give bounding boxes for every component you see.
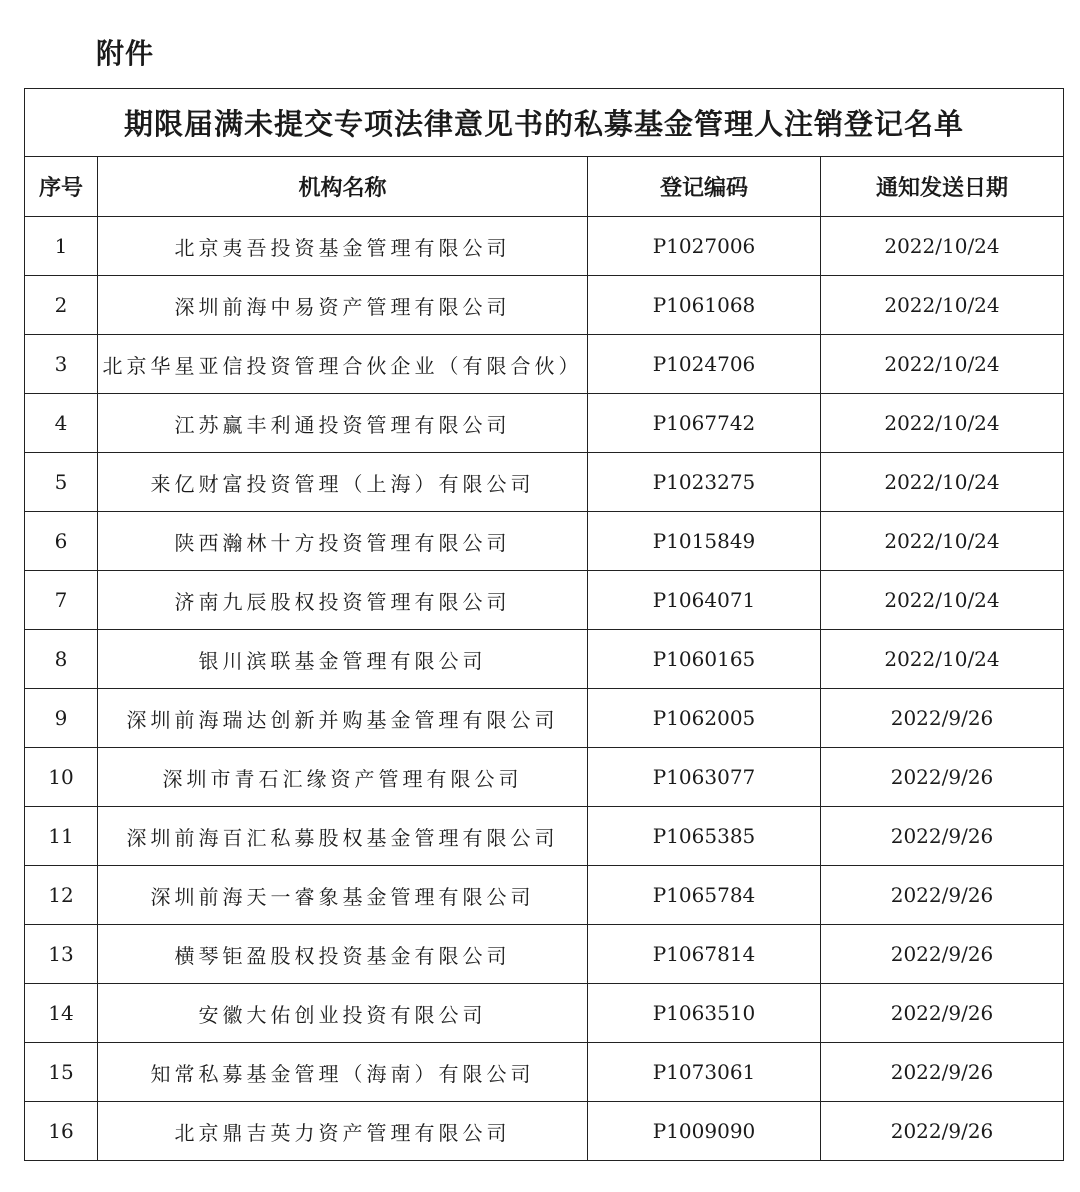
row-index: 11 xyxy=(25,807,98,866)
row-index: 1 xyxy=(25,217,98,276)
table-row xyxy=(25,748,1064,807)
row-institution-name: 北京华星亚信投资管理合伙企业（有限合伙） xyxy=(98,335,588,394)
row-notice-date: 2022/9/26 xyxy=(821,748,1064,807)
table-row xyxy=(25,512,1064,571)
table-row xyxy=(25,689,1064,748)
header-date: 通知发送日期 xyxy=(821,157,1064,217)
table-title-row xyxy=(25,89,1064,157)
row-registration-code: P1067742 xyxy=(588,394,821,453)
row-registration-code: P1065784 xyxy=(588,866,821,925)
row-registration-code: P1027006 xyxy=(588,217,821,276)
table-row xyxy=(25,925,1064,984)
row-notice-date: 2022/9/26 xyxy=(821,984,1064,1043)
attachment-label: 附件 xyxy=(96,37,155,70)
row-index: 8 xyxy=(25,630,98,689)
table-row xyxy=(25,571,1064,630)
row-registration-code: P1073061 xyxy=(588,1043,821,1102)
row-notice-date: 2022/9/26 xyxy=(821,689,1064,748)
table-header-row xyxy=(25,157,1064,217)
row-institution-name: 北京夷吾投资基金管理有限公司 xyxy=(98,217,588,276)
row-institution-name: 银川滨联基金管理有限公司 xyxy=(98,630,588,689)
row-notice-date: 2022/10/24 xyxy=(821,394,1064,453)
table-row xyxy=(25,630,1064,689)
table-row xyxy=(25,807,1064,866)
row-institution-name: 江苏赢丰利通投资管理有限公司 xyxy=(98,394,588,453)
row-index: 13 xyxy=(25,925,98,984)
row-notice-date: 2022/10/24 xyxy=(821,630,1064,689)
row-index: 9 xyxy=(25,689,98,748)
row-institution-name: 深圳前海天一睿象基金管理有限公司 xyxy=(98,866,588,925)
row-index: 3 xyxy=(25,335,98,394)
row-registration-code: P1023275 xyxy=(588,453,821,512)
row-institution-name: 深圳市青石汇缘资产管理有限公司 xyxy=(98,748,588,807)
row-notice-date: 2022/9/26 xyxy=(821,866,1064,925)
row-notice-date: 2022/9/26 xyxy=(821,925,1064,984)
row-notice-date: 2022/10/24 xyxy=(821,217,1064,276)
row-index: 15 xyxy=(25,1043,98,1102)
row-registration-code: P1009090 xyxy=(588,1102,821,1161)
table-title: 期限届满未提交专项法律意见书的私募基金管理人注销登记名单 xyxy=(25,89,1064,157)
row-notice-date: 2022/10/24 xyxy=(821,335,1064,394)
table-row xyxy=(25,217,1064,276)
table-row xyxy=(25,276,1064,335)
header-code: 登记编码 xyxy=(588,157,821,217)
row-institution-name: 济南九辰股权投资管理有限公司 xyxy=(98,571,588,630)
row-index: 5 xyxy=(25,453,98,512)
row-institution-name: 横琴钜盈股权投资基金有限公司 xyxy=(98,925,588,984)
header-name: 机构名称 xyxy=(98,157,588,217)
row-index: 6 xyxy=(25,512,98,571)
row-registration-code: P1064071 xyxy=(588,571,821,630)
table-row xyxy=(25,984,1064,1043)
table-row xyxy=(25,866,1064,925)
table-row xyxy=(25,453,1064,512)
row-institution-name: 陕西瀚林十方投资管理有限公司 xyxy=(98,512,588,571)
row-notice-date: 2022/9/26 xyxy=(821,1043,1064,1102)
header-index: 序号 xyxy=(25,157,98,217)
deregistration-table xyxy=(24,88,1064,1161)
row-index: 12 xyxy=(25,866,98,925)
table-row xyxy=(25,1043,1064,1102)
row-institution-name: 深圳前海中易资产管理有限公司 xyxy=(98,276,588,335)
row-notice-date: 2022/9/26 xyxy=(821,807,1064,866)
row-registration-code: P1067814 xyxy=(588,925,821,984)
row-institution-name: 深圳前海百汇私募股权基金管理有限公司 xyxy=(98,807,588,866)
row-notice-date: 2022/10/24 xyxy=(821,276,1064,335)
row-registration-code: P1060165 xyxy=(588,630,821,689)
table-row xyxy=(25,1102,1064,1161)
row-index: 7 xyxy=(25,571,98,630)
row-notice-date: 2022/10/24 xyxy=(821,453,1064,512)
row-institution-name: 来亿财富投资管理（上海）有限公司 xyxy=(98,453,588,512)
row-institution-name: 安徽大佑创业投资有限公司 xyxy=(98,984,588,1043)
row-institution-name: 知常私募基金管理（海南）有限公司 xyxy=(98,1043,588,1102)
row-index: 4 xyxy=(25,394,98,453)
row-registration-code: P1024706 xyxy=(588,335,821,394)
row-registration-code: P1063510 xyxy=(588,984,821,1043)
table-row xyxy=(25,335,1064,394)
row-notice-date: 2022/9/26 xyxy=(821,1102,1064,1161)
row-notice-date: 2022/10/24 xyxy=(821,571,1064,630)
row-registration-code: P1062005 xyxy=(588,689,821,748)
row-notice-date: 2022/10/24 xyxy=(821,512,1064,571)
row-index: 10 xyxy=(25,748,98,807)
row-registration-code: P1065385 xyxy=(588,807,821,866)
row-registration-code: P1063077 xyxy=(588,748,821,807)
row-institution-name: 北京鼎吉英力资产管理有限公司 xyxy=(98,1102,588,1161)
row-registration-code: P1061068 xyxy=(588,276,821,335)
row-institution-name: 深圳前海瑞达创新并购基金管理有限公司 xyxy=(98,689,588,748)
row-index: 14 xyxy=(25,984,98,1043)
row-index: 16 xyxy=(25,1102,98,1161)
table-row xyxy=(25,394,1064,453)
row-registration-code: P1015849 xyxy=(588,512,821,571)
row-index: 2 xyxy=(25,276,98,335)
